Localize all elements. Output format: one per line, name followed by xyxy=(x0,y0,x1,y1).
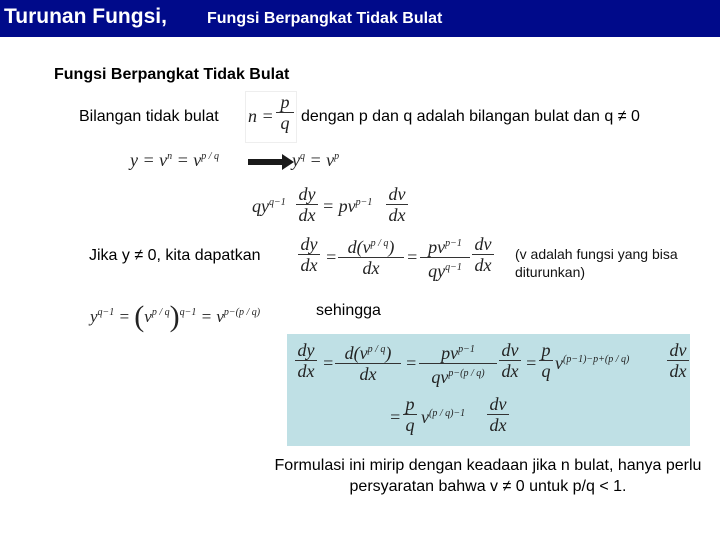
hence-text: sehingga xyxy=(316,302,381,319)
equation-result-line1: dy dx = $d(v^{p / q})$ dx = $pv^{p-1}$ $qv^{p-(p / q)}$ dv dx = p q $v^{(p-1)-p+(p / q)}$ dv dx xyxy=(295,340,690,390)
arrow-right-icon xyxy=(248,154,294,175)
intro-label: Bilangan tidak bulat xyxy=(79,108,219,125)
n-definition: n = p q xyxy=(246,92,296,142)
title-bar xyxy=(0,0,720,37)
equation-result-line2: = p q $v^{(p / q)-1}$ dv dx xyxy=(389,394,519,444)
slide-subtitle: Fungsi Berpangkat Tidak Bulat xyxy=(207,10,443,27)
result-box xyxy=(287,334,690,446)
equation-substitution: $y^{q-1} = (v^{p / q})^{q-1} = v^{p-(p / q)}$ xyxy=(90,300,261,333)
note-differentiable: (v adalah fungsi yang bisa diturunkan) xyxy=(515,246,678,280)
conclusion-text: Formulasi ini mirip dengan keadaan jika n bulat, hanya perlu persyaratan bahwa v ≠ 0 untuk p/q < 1. xyxy=(274,457,702,495)
section-heading: Fungsi Berpangkat Tidak Bulat xyxy=(54,66,290,83)
equation-power-form: $y = v^n = v^{p / q}$ xyxy=(130,150,220,170)
intro-condition: dengan p dan q adalah bilangan bulat dan q ≠ 0 xyxy=(301,108,640,125)
equation-derivative-ratio: dy dx = $d(v^{p / q})$ dx = $pv^{p-1}$ $qy^{q-1}$ dv dx xyxy=(298,232,498,284)
equation-implicit-derivative: $qy^{q-1}$ dy dx = $pv^{p-1}$ dv dx xyxy=(252,184,412,230)
condition-text: Jika y ≠ 0, kita dapatkan xyxy=(89,247,261,264)
equation-power-rearranged: $y^q = v^p$ xyxy=(292,150,340,170)
slide-title: Turunan Fungsi, xyxy=(4,5,167,28)
